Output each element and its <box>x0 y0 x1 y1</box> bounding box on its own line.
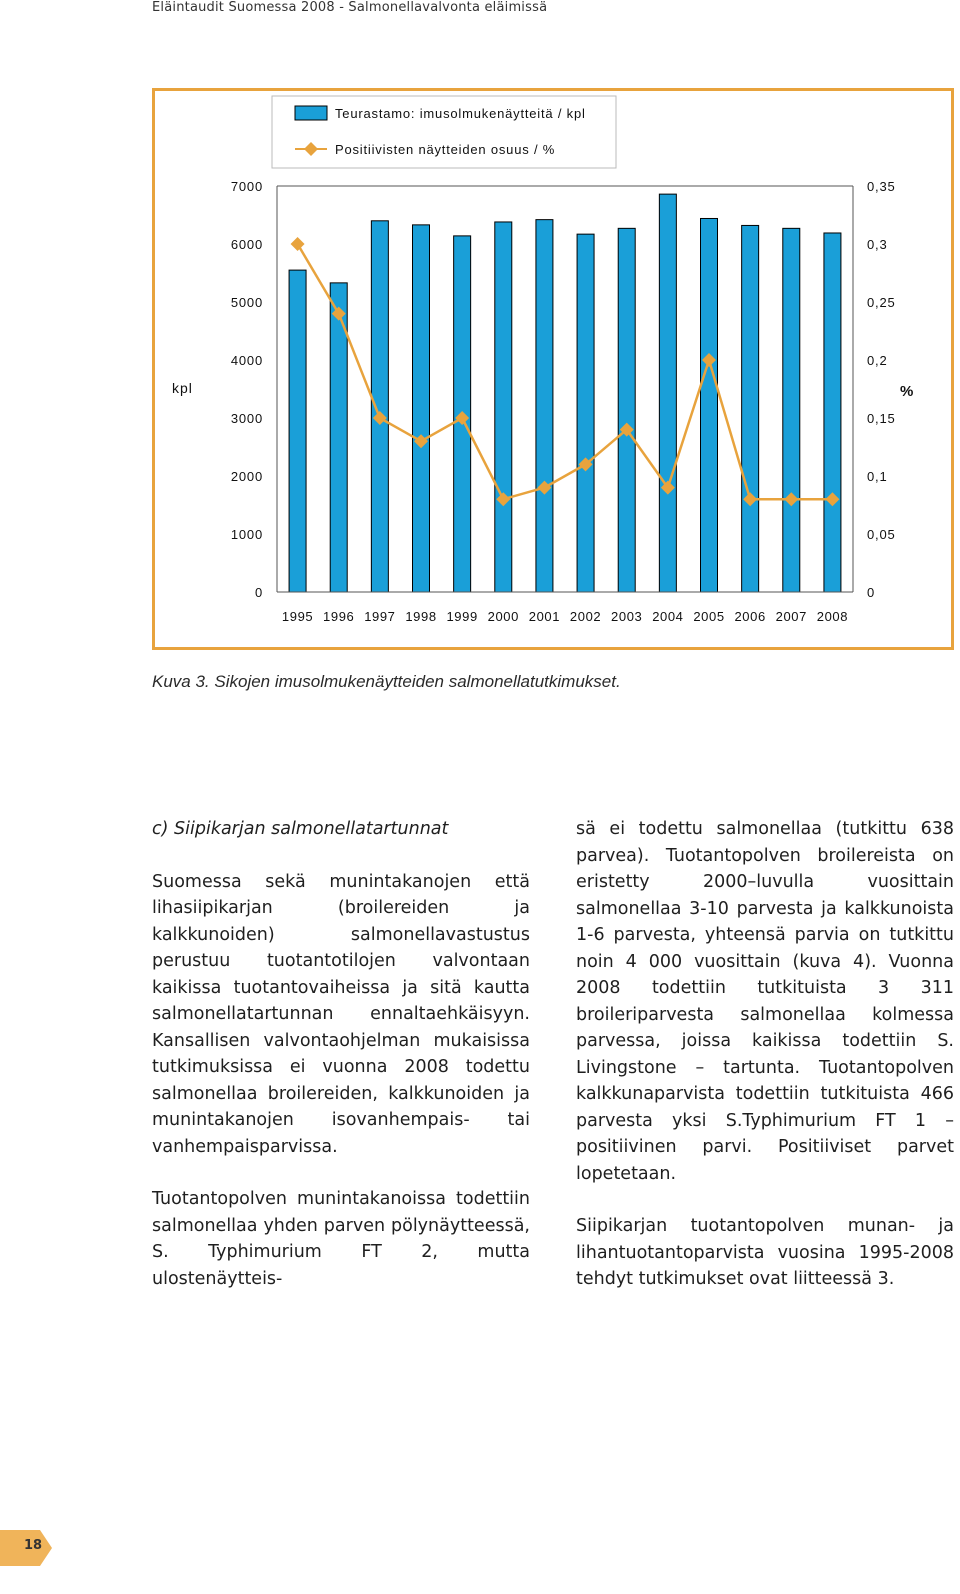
x-tick-label: 1997 <box>364 609 396 624</box>
left-tick-label: 2000 <box>230 469 263 484</box>
x-tick-label: 2000 <box>487 609 519 624</box>
right-tick-label: 0,05 <box>867 527 896 542</box>
right-tick-label: 0,35 <box>867 179 896 194</box>
line-point <box>291 237 305 251</box>
right-tick-label: 0,3 <box>867 237 888 252</box>
x-tick-label: 1996 <box>323 609 355 624</box>
right-tick-label: 0,15 <box>867 411 896 426</box>
left-tick-label: 5000 <box>230 295 263 310</box>
left-paragraph-2: Tuotantopolven munintakanoissa todettiin salmonellaa yhden parven pölynäytteessä, S. Typhimurium FT 2, mutta ulostenäytteis- <box>152 1189 530 1289</box>
right-tick-label: 0,1 <box>867 469 888 484</box>
right-axis-label: % <box>900 383 914 400</box>
legend-bar-label: Teurastamo: imusolmukenäytteitä / kpl <box>335 106 586 121</box>
bar <box>659 194 676 592</box>
x-tick-label: 2002 <box>569 609 602 624</box>
x-tick-label: 1999 <box>446 609 478 624</box>
page-number-tab <box>0 1528 56 1568</box>
legend-bar-swatch <box>295 106 327 120</box>
bar <box>536 220 553 592</box>
right-column <box>576 816 954 1319</box>
bar <box>742 225 759 592</box>
left-paragraph-1: Suomessa sekä munintakanojen että lihasiipikarjan (broilereiden ja kalkkunoiden) salmonellavastustus perustuu tuotantotilojen valvontaan kaikissa tuotantovaiheissa ja sitä kautta salmonellatartunnan ennaltaehkäisyyn. Kansallisen valvontaohjelman mukaisissa tutkimuksissa ei vuonna 2008 todettu salmonellaa broilereiden, kalkkunoiden ja munintakanojen isovanhempais- tai vanhempaisparvissa. <box>152 871 530 1157</box>
figure-caption: Kuva 3. Sikojen imusolmukenäytteiden salmonellatutkimukset. <box>152 672 621 691</box>
x-tick-label: 2003 <box>611 609 643 624</box>
x-tick-label: 2001 <box>528 609 561 624</box>
left-tick-label: 0 <box>254 585 263 600</box>
left-tick-label: 3000 <box>230 411 263 426</box>
x-tick-label: 2008 <box>816 609 849 624</box>
combo-chart <box>155 91 951 647</box>
bar <box>618 228 635 592</box>
left-tick-label: 7000 <box>230 179 263 194</box>
left-column <box>152 816 530 1318</box>
bar <box>371 221 388 592</box>
bar <box>289 270 306 592</box>
figure-frame <box>152 88 954 650</box>
x-tick-label: 1995 <box>281 609 314 624</box>
bar <box>701 218 718 592</box>
right-paragraph-2: Siipikarjan tuotantopolven munan- ja lihantuotantoparvista vuosina 1995-2008 tehdyt tutkimukset ovat liitteessä 3. <box>576 1216 954 1289</box>
left-tick-label: 6000 <box>230 237 263 252</box>
right-tick-label: 0,2 <box>867 353 888 368</box>
page-number: 18 <box>24 1538 43 1553</box>
x-axis-ticks <box>282 609 848 624</box>
bar <box>413 225 430 592</box>
right-tick-label: 0,25 <box>867 295 896 310</box>
bar-series <box>289 194 841 592</box>
right-axis-ticks <box>867 179 896 600</box>
x-tick-label: 2006 <box>734 609 766 624</box>
bar <box>495 222 512 592</box>
left-axis-ticks <box>231 179 263 600</box>
left-tick-label: 1000 <box>230 527 263 542</box>
right-tick-label: 0 <box>867 585 876 600</box>
x-tick-label: 2004 <box>652 609 684 624</box>
bar <box>783 228 800 592</box>
left-tick-label: 4000 <box>230 353 263 368</box>
running-head: Eläintaudit Suomessa 2008 - Salmonellavalvonta eläimissä <box>152 0 548 15</box>
right-paragraph-1: sä ei todettu salmonellaa (tutkittu 638 parvea). Tuotantopolven broilereista on eristetty 2000–luvulla vuosittain salmonellaa 3-10 parvesta ja kalkkunoista 1-6 parvesta, yhteensä parvia on tutkittu noin 4 000 vuosittain (kuva 4). Vuonna 2008 todettiin tutkituista 3 311 broileriparvesta salmonellaa kolmessa parvessa, joissa kaikissa todettiin S. Livingstone – tartunta. Tuotantopolven kalkkunaparvista todettiin tutkituista 466 parvesta yksi S.Typhimurium FT 1 – positiivinen parvi. Positiiviset parvet lopetetaan. <box>576 819 954 1184</box>
section-heading: c) Siipikarjan salmonellatartunnat <box>152 819 449 839</box>
bar <box>824 233 841 592</box>
x-tick-label: 1998 <box>405 609 437 624</box>
left-axis-label: kpl <box>172 380 193 396</box>
legend-line-label: Positiivisten näytteiden osuus / % <box>335 142 556 157</box>
bar <box>577 234 594 592</box>
x-tick-label: 2005 <box>693 609 725 624</box>
legend <box>272 96 616 168</box>
x-tick-label: 2007 <box>775 609 807 624</box>
